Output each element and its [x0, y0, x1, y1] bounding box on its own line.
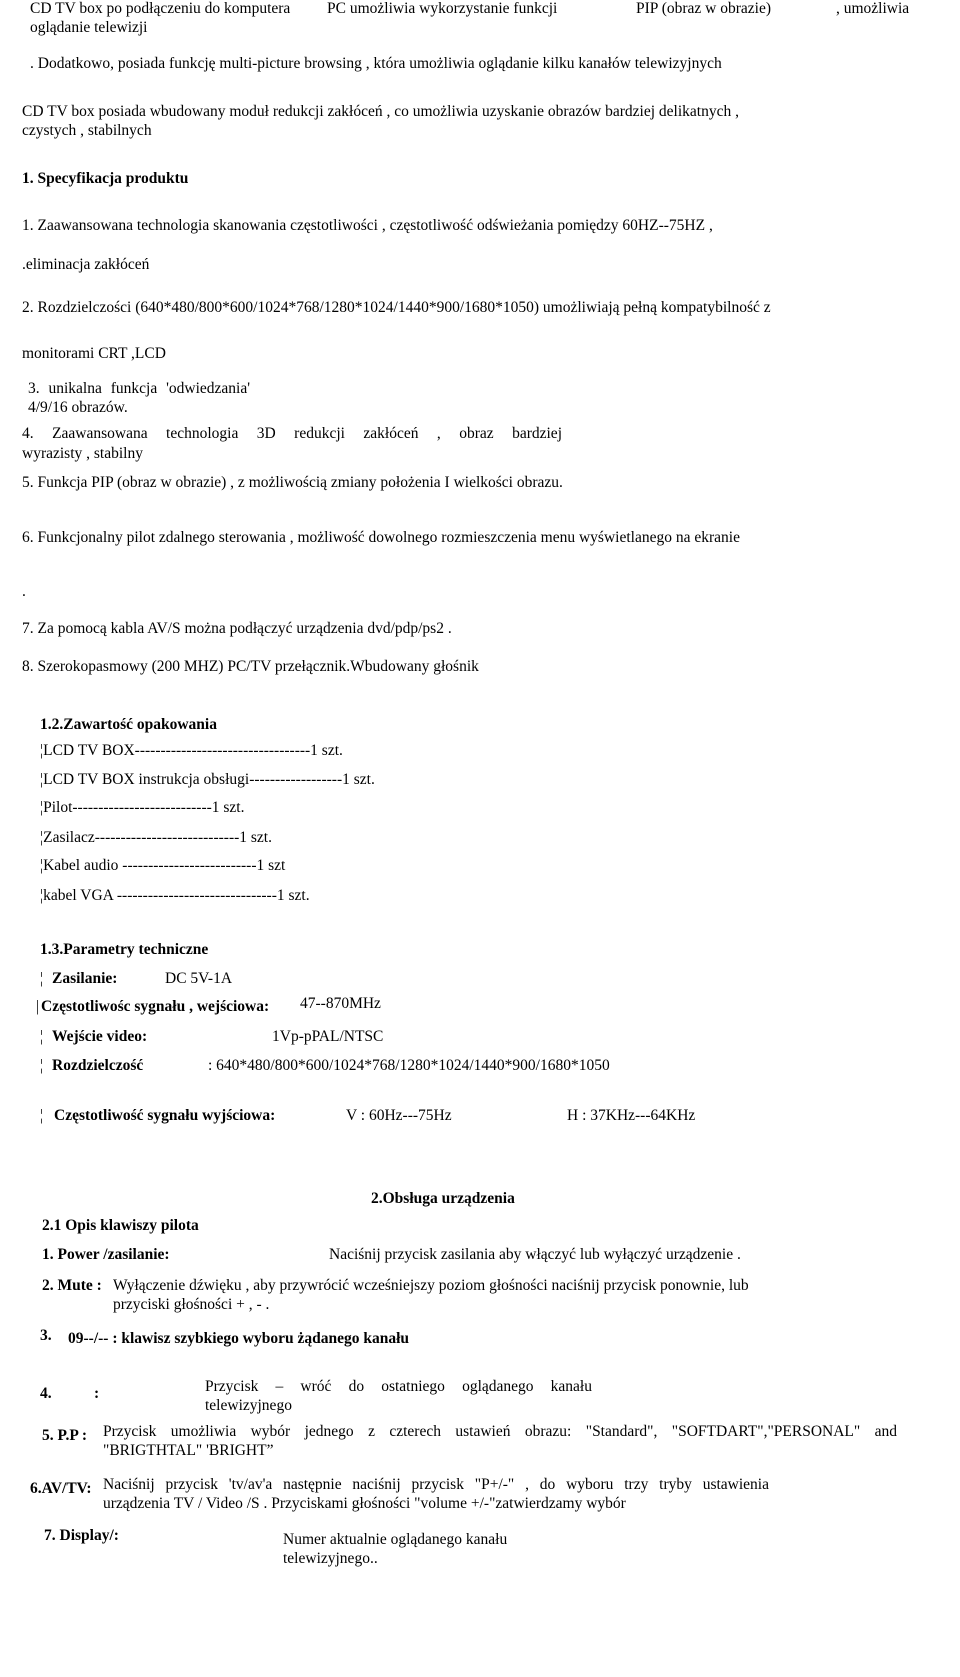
intro-text-1a: CD TV box po podłączeniu do komputera: [30, 0, 291, 17]
freq-out-label: Częstotliwość sygnału wyjściowa:: [54, 1107, 276, 1124]
spec-item: 7. Za pomocą kabla AV/S można podłączyć urządzenia dvd/pdp/ps2 .: [22, 620, 452, 637]
spec-item: 4/9/16 obrazów.: [28, 399, 128, 416]
freq-out-h: H : 37KHz---64KHz: [567, 1107, 696, 1124]
bar-mark: ¦: [40, 970, 44, 987]
key2-text-2: przyciski głośności + , - .: [113, 1296, 270, 1313]
key7-text-1: Numer aktualnie oglądanego kanału: [283, 1531, 508, 1548]
resolution-value: : 640*480/800*600/1024*768/1280*1024/1440*900/1680*1050: [208, 1057, 610, 1074]
package-item: ¦ Zasilacz----------------------------1 szt.: [40, 829, 272, 848]
key5-text-2: "BRIGTHTAL" 'BRIGHT”: [103, 1442, 274, 1459]
remote-keys-heading: 2.1 Opis klawiszy pilota: [42, 1217, 199, 1234]
intro-text-4: CD TV box posiada wbudowany moduł redukcji zakłóceń , co umożliwia uzyskanie obrazów bardziej delikatnych ,: [22, 103, 739, 120]
bar-mark: ¦: [40, 1028, 44, 1045]
key5-text-1: Przycisk umożliwia wybór jednego z czterech ustawień obrazu: "Standard", "SOFTDART","PERSONAL" and: [103, 1423, 897, 1440]
spec-item: 4. Zaawansowana technologia 3D redukcji zakłóceń , obraz bardziej: [22, 425, 562, 442]
operation-heading: 2.Obsługa urządzenia: [371, 1190, 515, 1207]
key4-number: 4.: [40, 1385, 52, 1402]
intro-text-1b: PC umożliwia wykorzystanie funkcji: [327, 0, 558, 17]
package-heading: 1.2.Zawartość opakowania: [40, 716, 217, 733]
package-item: ¦ Kabel audio --------------------------1 szt: [40, 857, 285, 876]
key4-colon: :: [94, 1385, 100, 1402]
key6-text-2: urządzenia TV / Video /S . Przyciskami głośności "volume +/-"zatwierdzamy wybór: [103, 1495, 626, 1512]
spec-heading: 1. Specyfikacja produktu: [22, 170, 189, 187]
spec-item: 2. Rozdzielczości (640*480/800*600/1024*768/1280*1024/1440*900/1680*1050) umożliwiają pełną kompatybilność z: [22, 299, 771, 316]
bar-mark: ¦: [40, 1057, 44, 1074]
intro-text-2: oglądanie telewizji: [30, 19, 148, 36]
key2-text-1: Wyłączenie dźwięku , aby przywrócić wcześniejszy poziom głośności naciśnij przycisk ponownie, lub: [113, 1277, 749, 1294]
spec-item: 1. Zaawansowana technologia skanowania częstotliwości , częstotliwość odświeżania pomiędzy 60HZ--75HZ ,: [22, 217, 713, 234]
package-item: ¦ LCD TV BOX instrukcja obsługi------------------1 szt.: [40, 771, 375, 790]
package-item: ¦ LCD TV BOX----------------------------------1 szt.: [40, 742, 343, 761]
package-item: ¦ kabel VGA -------------------------------1 szt.: [40, 887, 310, 906]
key4-text-1: Przycisk – wróć do ostatniego oglądanego kanału: [205, 1378, 592, 1395]
freq-out-v: V : 60Hz---75Hz: [346, 1107, 452, 1124]
intro-text-5: czystych , stabilnych: [22, 122, 152, 139]
spec-item: 5. Funkcja PIP (obraz w obrazie) , z możliwością zmiany położenia I wielkości obrazu.: [22, 474, 563, 491]
key1-text: Naciśnij przycisk zasilania aby włączyć lub wyłączyć urządzenie .: [329, 1246, 741, 1263]
spec-item: wyrazisty , stabilny: [22, 445, 143, 462]
bar-mark: |: [36, 998, 40, 1015]
video-value: 1Vp-pPAL/NTSC: [272, 1028, 384, 1045]
spec-item: 8. Szerokopasmowy (200 MHZ) PC/TV przełącznik.Wbudowany głośnik: [22, 658, 479, 675]
intro-text-1d: , umożliwia: [836, 0, 910, 17]
key3-number: 3.: [40, 1327, 52, 1344]
spec-item: .: [22, 583, 26, 600]
spec-item: 3. unikalna funkcja 'odwiedzania': [28, 380, 251, 397]
intro-text-3: . Dodatkowo, posiada funkcję multi-picture browsing , która umożliwia oglądanie kilku kanałów telewizyjnych: [30, 55, 722, 72]
intro-text-1c: PIP (obraz w obrazie): [636, 0, 771, 17]
spec-item: 6. Funkcjonalny pilot zdalnego sterowania , możliwość dowolnego rozmieszczenia menu wyświetlanego na ekranie: [22, 529, 740, 546]
spec-item: monitorami CRT ,LCD: [22, 345, 166, 362]
freq-in-value: 47--870MHz: [300, 995, 381, 1012]
key3-text: 09--/-- : klawisz szybkiego wyboru żądanego kanału: [68, 1330, 410, 1347]
resolution-label: Rozdzielczość: [52, 1057, 144, 1074]
key6-label: 6.AV/TV:: [30, 1480, 92, 1497]
key4-text-2: telewizyjnego: [205, 1397, 292, 1414]
bar-mark: ¦: [40, 1107, 44, 1124]
freq-in-label: Częstotliwośc sygnału , wejściowa:: [41, 998, 270, 1015]
key2-label: 2. Mute :: [42, 1277, 102, 1294]
power-value: DC 5V-1A: [165, 970, 233, 987]
key6-text-1: Naciśnij przycisk 'tv/av'a następnie naciśnij przycisk "P+/-" , do wyboru trzy tryby ustawienia: [103, 1476, 769, 1493]
params-heading: 1.3.Parametry techniczne: [40, 941, 209, 958]
key5-label: 5. P.P :: [42, 1427, 88, 1444]
spec-item: .eliminacja zakłóceń: [22, 256, 150, 273]
power-label: Zasilanie:: [52, 970, 118, 987]
package-item: ¦ Pilot---------------------------1 szt.: [40, 799, 244, 818]
key7-label: 7. Display/:: [44, 1527, 119, 1544]
key1-label: 1. Power /zasilanie:: [42, 1246, 170, 1263]
video-label: Wejście video:: [52, 1028, 148, 1045]
key7-text-2: telewizyjnego..: [283, 1550, 378, 1567]
